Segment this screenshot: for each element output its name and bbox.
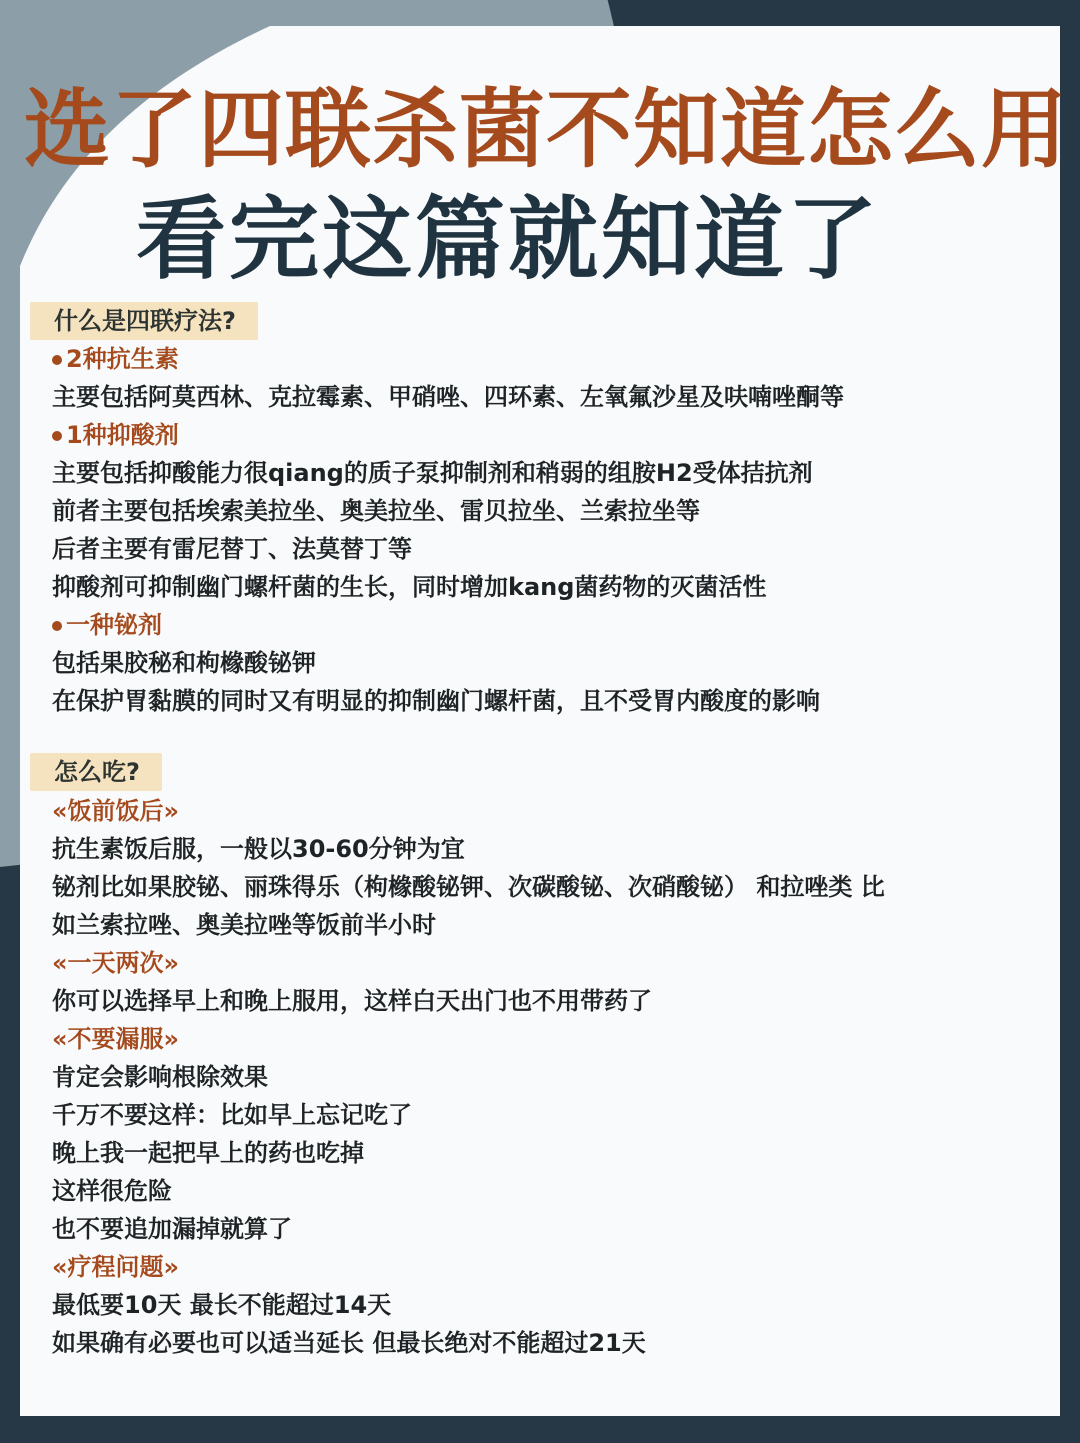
text-line: 也不要追加漏掉就算了	[52, 1215, 292, 1243]
text-line: 晚上我一起把早上的药也吃掉	[52, 1139, 364, 1167]
group-heading-acid-suppressant: 1种抑酸剂	[52, 416, 1032, 454]
text-line: 前者主要包括埃索美拉坐、奥美拉坐、雷贝拉坐、兰索拉坐等	[52, 497, 700, 525]
text-line: 主要包括阿莫西林、克拉霉素、甲硝唑、四环素、左氧氟沙星及呋喃唑酮等	[52, 383, 844, 411]
group-heading-course-duration: «疗程问题»	[52, 1253, 180, 1281]
sub-title: 看完这篇就知道了	[136, 187, 880, 292]
text-line: 后者主要有雷尼替丁、法莫替丁等	[52, 535, 412, 563]
bullet-dot	[52, 621, 62, 631]
section-how-to-take-body	[52, 792, 1032, 1362]
section-label-what-is: 什么是四联疗法?	[30, 302, 258, 340]
text-line: 铋剂比如果胶铋、丽珠得乐（枸橼酸铋钾、次碳酸铋、次硝酸铋） 和拉唑类 比	[52, 873, 885, 901]
text-line: 你可以选择早上和晚上服用，这样白天出门也不用带药了	[52, 987, 652, 1015]
section-label-how-to-take: 怎么吃?	[30, 753, 162, 791]
text-line: 如果确有必要也可以适当延长 但最长绝对不能超过21天	[52, 1329, 646, 1357]
group-heading-bismuth: 一种铋剂	[52, 606, 1032, 644]
section-what-is-body	[52, 340, 1032, 720]
text-line: 如兰索拉唑、奥美拉唑等饭前半小时	[52, 911, 436, 939]
text-line: 抗生素饭后服，一般以30-60分钟为宜	[52, 835, 465, 863]
group-heading-twice-daily: «一天两次»	[52, 949, 180, 977]
bullet-dot	[52, 431, 62, 441]
text-line: 抑酸剂可抑制幽门螺杆菌的生长，同时增加kang菌药物的灭菌活性	[52, 573, 767, 601]
text-line: 千万不要这样：比如早上忘记吃了	[52, 1101, 412, 1129]
text-line: 这样很危险	[52, 1177, 172, 1205]
text-line: 最低要10天 最长不能超过14天	[52, 1291, 392, 1319]
bullet-dot	[52, 355, 62, 365]
text-line: 肯定会影响根除效果	[52, 1063, 268, 1091]
group-heading-antibiotics: 2种抗生素	[52, 340, 1032, 378]
group-heading-before-after-meal: «饭前饭后»	[52, 797, 180, 825]
text-line: 主要包括抑酸能力很qiang的质子泵抑制剂和稍弱的组胺H2受体拮抗剂	[52, 459, 813, 487]
main-title: 选了四联杀菌不知道怎么用	[24, 80, 1068, 180]
text-line: 在保护胃黏膜的同时又有明显的抑制幽门螺杆菌，且不受胃内酸度的影响	[52, 687, 820, 715]
text-line: 包括果胶秘和枸橼酸铋钾	[52, 649, 316, 677]
group-heading-no-missed-dose: «不要漏服»	[52, 1025, 180, 1053]
